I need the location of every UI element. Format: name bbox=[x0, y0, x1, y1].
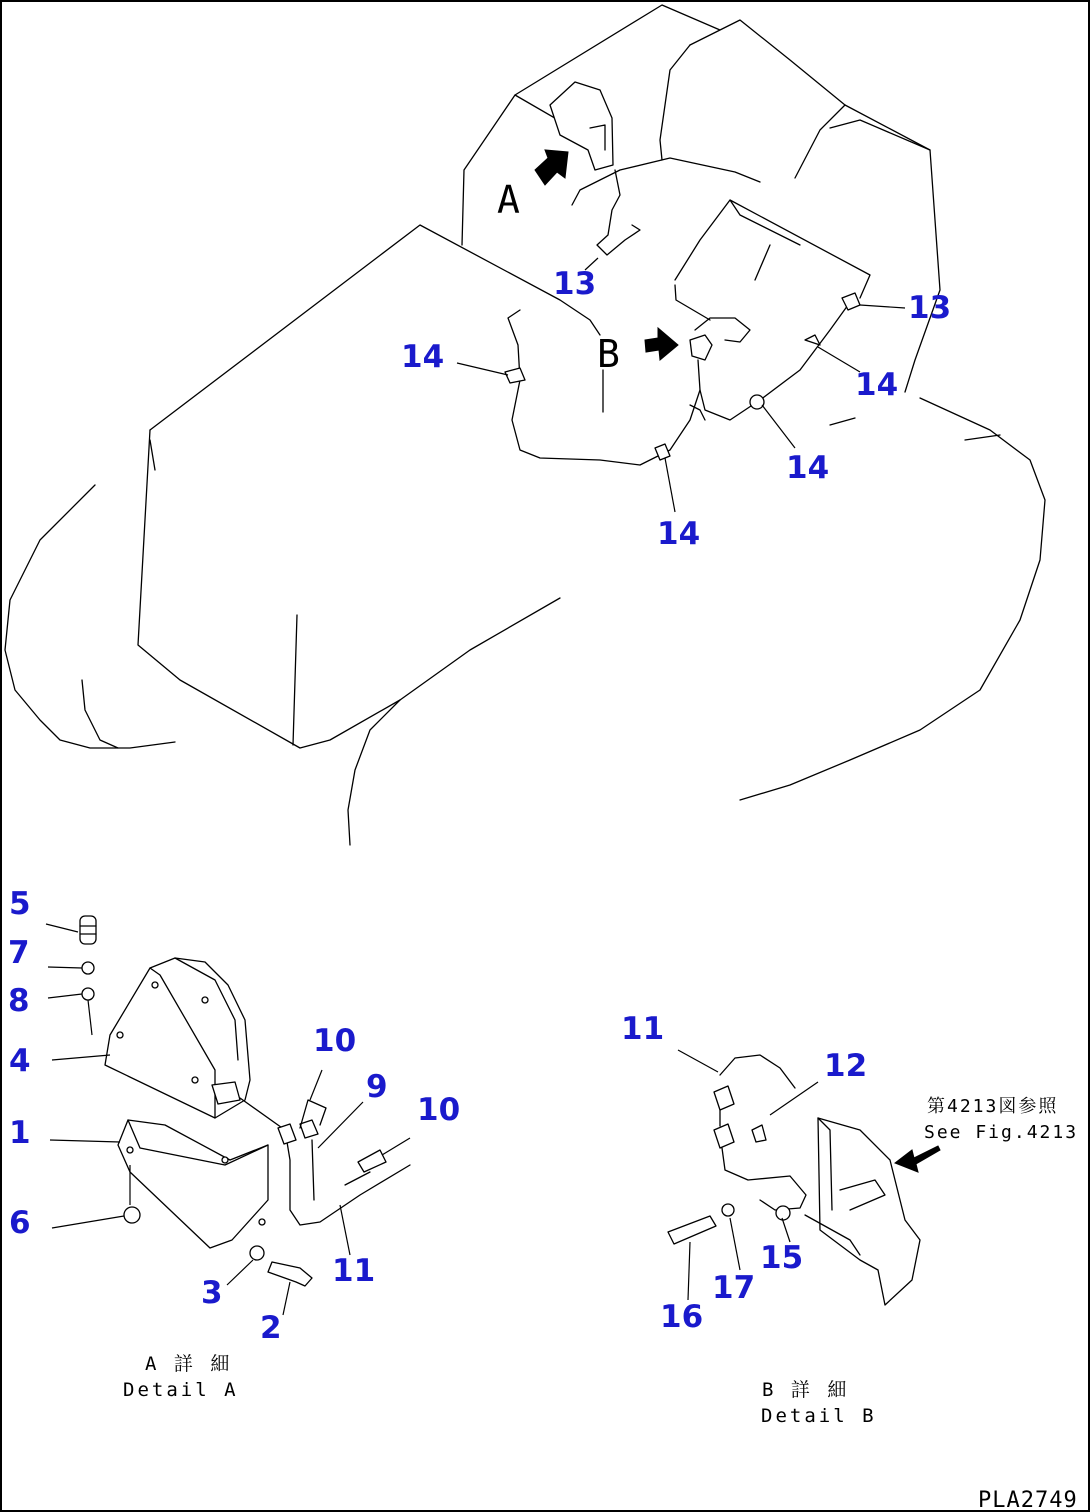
detail-b-caption-en: Detail B bbox=[761, 1405, 877, 1427]
washer-17 bbox=[722, 1204, 734, 1216]
fender-bracket bbox=[818, 1118, 920, 1305]
clip-3 bbox=[750, 395, 764, 409]
nut-6 bbox=[124, 1207, 140, 1223]
callout-14-bottom: 14 bbox=[657, 516, 701, 552]
left-track-inner bbox=[82, 680, 118, 748]
view-letter-b: B bbox=[597, 332, 620, 376]
washer-8 bbox=[82, 988, 94, 1000]
clip-15 bbox=[776, 1206, 790, 1220]
callout-14-right: 14 bbox=[855, 367, 899, 403]
callout-14-left: 14 bbox=[401, 339, 445, 375]
right-body-inner bbox=[965, 435, 1000, 440]
bolt-5 bbox=[80, 916, 96, 944]
detail-a-drawing bbox=[80, 916, 410, 1286]
connector-b-b bbox=[714, 1124, 734, 1148]
view-b-indicator bbox=[505, 293, 860, 465]
mid-panel-outline bbox=[675, 200, 870, 298]
left-track-outline bbox=[5, 485, 175, 748]
callout-b-12: 12 bbox=[824, 1048, 868, 1084]
callout-b-16: 16 bbox=[660, 1299, 704, 1335]
harness-b-run bbox=[722, 1148, 806, 1210]
hood-left-outline bbox=[138, 430, 560, 748]
detail-b-caption-jp: B 詳 細 bbox=[762, 1379, 850, 1401]
detail-a-caption-en: Detail A bbox=[123, 1379, 239, 1401]
callout-a-10-upper: 10 bbox=[313, 1023, 357, 1059]
callout-a-4: 4 bbox=[9, 1043, 31, 1079]
hood-top-outline bbox=[150, 225, 600, 430]
cab-inner-line bbox=[660, 45, 690, 160]
clip-5 bbox=[842, 293, 860, 310]
callout-a-10-lower: 10 bbox=[417, 1092, 461, 1128]
reference-en: See Fig.4213 bbox=[924, 1122, 1079, 1143]
drawing-code: PLA2749 bbox=[978, 1488, 1078, 1512]
connector-b-a bbox=[714, 1086, 734, 1110]
hood-front-edge bbox=[150, 440, 155, 470]
view-letter-a: A bbox=[497, 178, 520, 222]
drawing-border bbox=[1, 1, 1089, 1511]
bolt-16 bbox=[668, 1216, 716, 1244]
callout-a-2: 2 bbox=[260, 1310, 282, 1346]
lower-fender bbox=[348, 700, 400, 845]
callout-b-15: 15 bbox=[760, 1240, 804, 1276]
callout-14-center: 14 bbox=[786, 450, 830, 486]
arrow-b-icon bbox=[645, 328, 678, 360]
connector-10a bbox=[278, 1124, 296, 1144]
harness-connector-b bbox=[690, 335, 712, 360]
callout-a-6: 6 bbox=[9, 1205, 31, 1241]
mid-panel-vertical bbox=[675, 285, 710, 320]
harness-b-11 bbox=[720, 1055, 795, 1088]
callout-b-11: 11 bbox=[621, 1011, 665, 1047]
hood-vertical-edge bbox=[293, 615, 297, 745]
clip-4 bbox=[805, 335, 820, 345]
callout-b-17: 17 bbox=[712, 1270, 756, 1306]
mid-panel-edge bbox=[730, 200, 800, 245]
callout-a-8: 8 bbox=[8, 983, 30, 1019]
cab-step-line bbox=[795, 105, 845, 178]
callout-a-5: 5 bbox=[9, 886, 31, 922]
clip-2 bbox=[655, 444, 670, 460]
clip-1 bbox=[505, 368, 525, 383]
machine-outline bbox=[5, 5, 1045, 845]
callout-a-3: 3 bbox=[201, 1275, 223, 1311]
main-leaders bbox=[457, 258, 905, 512]
harness-run-right bbox=[700, 305, 848, 420]
detail-b-drawing bbox=[668, 1055, 940, 1305]
cab-front-line bbox=[830, 120, 930, 150]
bracket-1 bbox=[118, 1120, 268, 1248]
washer-7 bbox=[82, 962, 94, 974]
callout-a-7: 7 bbox=[8, 935, 30, 971]
harness-a bbox=[597, 170, 640, 255]
clip-12 bbox=[752, 1125, 766, 1142]
callout-a-11: 11 bbox=[332, 1253, 376, 1289]
mid-panel-inner bbox=[755, 245, 770, 280]
callout-a-9: 9 bbox=[366, 1069, 388, 1105]
callout-13-right: 13 bbox=[908, 290, 952, 326]
arrow-a-icon bbox=[535, 150, 568, 185]
callout-13-left: 13 bbox=[553, 266, 597, 302]
reference-arrow-icon bbox=[895, 1146, 940, 1172]
right-lower-line bbox=[830, 418, 855, 425]
detail-a-caption-jp: A 詳 細 bbox=[145, 1353, 233, 1375]
callout-a-1: 1 bbox=[9, 1115, 31, 1151]
washer-3 bbox=[250, 1246, 264, 1260]
cab-top-outline bbox=[462, 5, 940, 392]
reference-jp: 第4213図参照 bbox=[927, 1096, 1059, 1117]
connector-10b bbox=[358, 1150, 386, 1172]
view-a-indicator bbox=[497, 82, 640, 255]
connector-9 bbox=[300, 1120, 318, 1138]
